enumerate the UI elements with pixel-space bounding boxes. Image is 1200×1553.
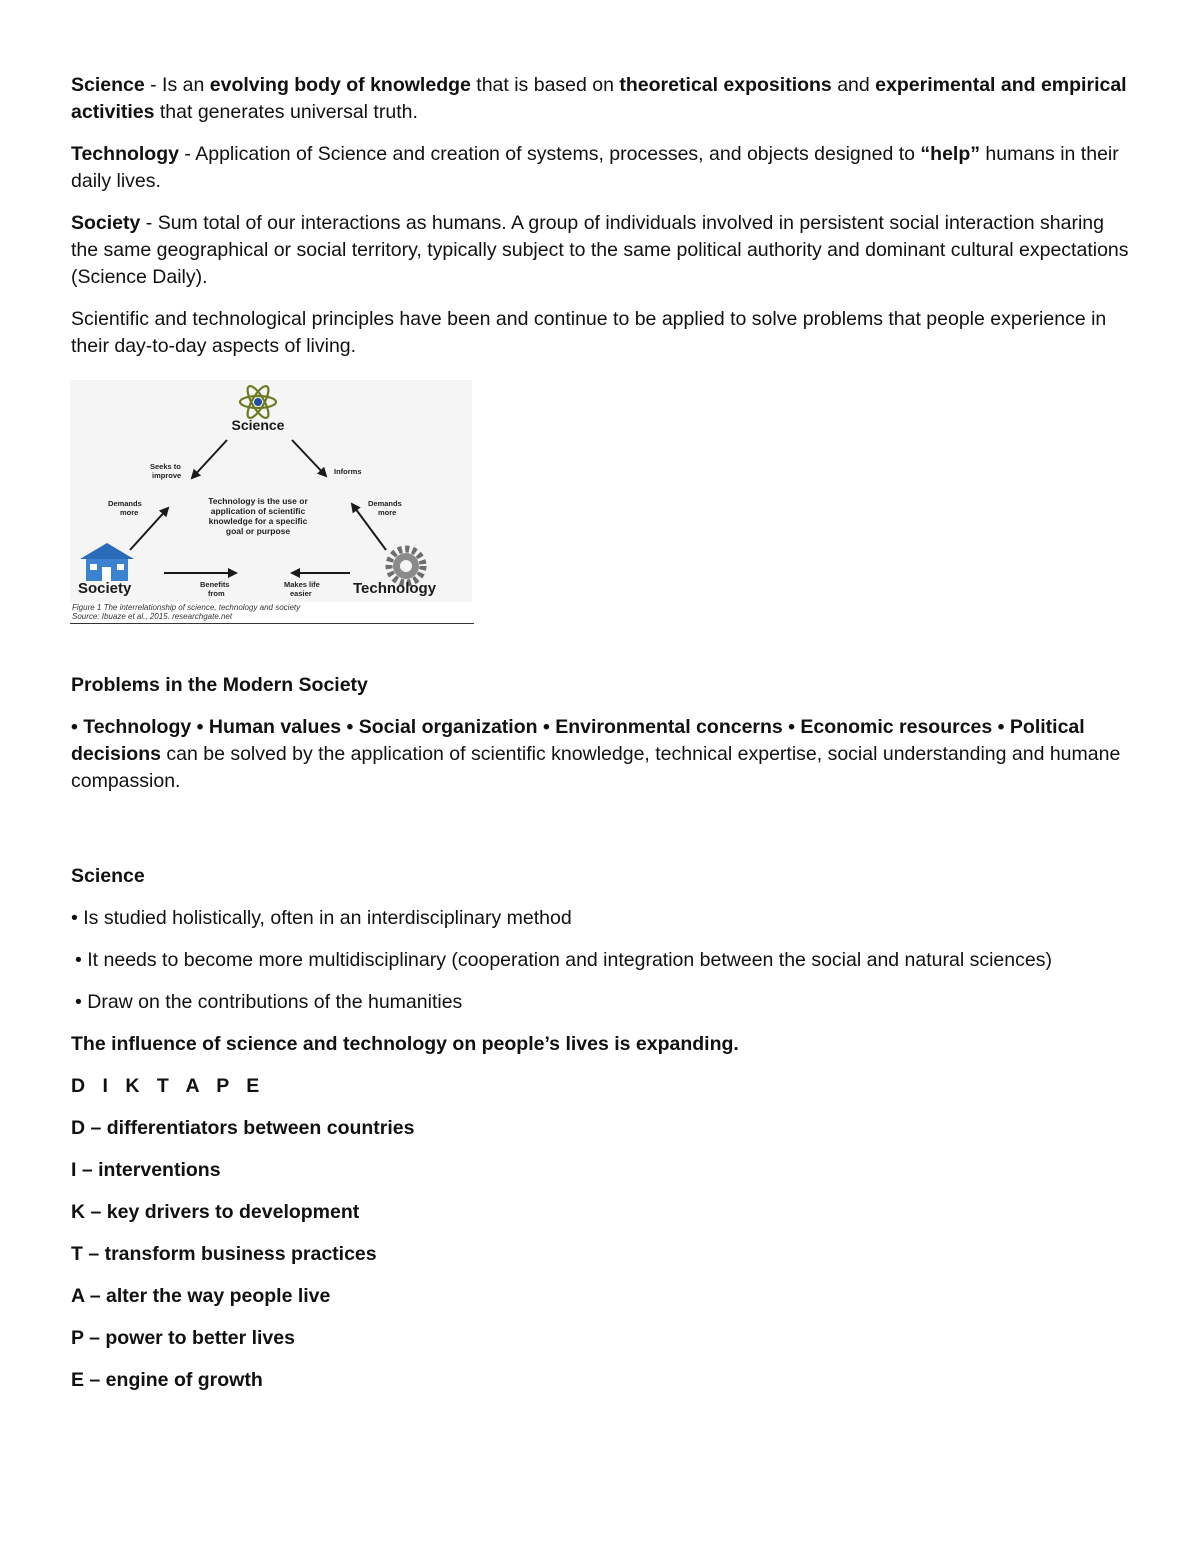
benefits-label-2: from bbox=[208, 589, 225, 598]
center-text-4: goal or purpose bbox=[225, 526, 291, 536]
science-bullet-1: • Is studied holistically, often in an interdisciplinary method bbox=[71, 907, 572, 929]
sts-diagram bbox=[70, 380, 474, 626]
demands-left-label-2: more bbox=[120, 508, 139, 517]
center-text-2: application of scientific bbox=[210, 506, 306, 516]
problems-paragraph: • Technology • Human values • Social organization • Environmental concerns • Economic resources • Political decisions can be solved by the application of scientific knowledge, technical expertise, social understanding and humane compassion. bbox=[71, 716, 1121, 792]
demands-right-label-2: more bbox=[378, 508, 397, 517]
science-bullet-3: • Draw on the contributions of the humanities bbox=[75, 991, 463, 1013]
diktape-item-p: P – power to better lives bbox=[71, 1327, 295, 1349]
sts-diagram-figure bbox=[70, 380, 474, 626]
document-page bbox=[71, 72, 1131, 1409]
science-definition: Science - Is an evolving body of knowledge that is based on theoretical expositions and experimental and empirical activities that generates universal truth. bbox=[71, 74, 1127, 123]
society-definition: Society - Sum total of our interactions as humans. A group of individuals involved in persistent social interaction sharing the same geographical or social territory, typically subject to the same political authority and dominant cultural expectations (Science Daily). bbox=[71, 212, 1129, 288]
figure-caption-1: Figure 1 The interrelationship of science, technology and society bbox=[72, 603, 301, 612]
science-heading: Science bbox=[71, 865, 145, 887]
society-node-label: Society bbox=[78, 580, 132, 597]
seeks-label-2: improve bbox=[152, 471, 182, 480]
makes-life-label-2: easier bbox=[290, 589, 312, 598]
diktape-item-a: A – alter the way people live bbox=[71, 1285, 331, 1307]
influence-statement: The influence of science and technology on people’s lives is expanding. bbox=[71, 1033, 739, 1055]
demands-right-label-1: Demands bbox=[368, 499, 402, 508]
technology-definition: Technology - Application of Science and creation of systems, processes, and objects designed to “help” humans in their daily lives. bbox=[71, 143, 1119, 192]
center-text-3: knowledge for a specific bbox=[208, 516, 308, 526]
diktape-item-i: I – interventions bbox=[71, 1159, 221, 1181]
diktape-item-d: D – differentiators between countries bbox=[71, 1117, 415, 1139]
principles-paragraph: Scientific and technological principles have been and continue to be applied to solve problems that people experience in their day-to-day aspects of living. bbox=[71, 308, 1107, 357]
diktape-title: D I K T A P E bbox=[71, 1075, 266, 1097]
informs-label: Informs bbox=[334, 467, 362, 476]
diktape-item-k: K – key drivers to development bbox=[71, 1201, 360, 1223]
diktape-item-t: T – transform business practices bbox=[71, 1243, 377, 1265]
diktape-item-e: E – engine of growth bbox=[71, 1369, 263, 1391]
science-node-label: Science bbox=[231, 417, 285, 433]
problems-heading: Problems in the Modern Society bbox=[71, 674, 368, 696]
figure-caption-2: Source: Ibuaze et al., 2015. researchgate.net bbox=[72, 612, 233, 621]
technology-node-label: Technology bbox=[353, 580, 437, 597]
seeks-label-1: Seeks to bbox=[150, 462, 181, 471]
figure-underline bbox=[70, 623, 474, 624]
demands-left-label-1: Demands bbox=[108, 499, 142, 508]
science-bullet-2: • It needs to become more multidisciplinary (cooperation and integration between the social and natural sciences) bbox=[75, 949, 1052, 971]
makes-life-label-1: Makes life bbox=[284, 580, 320, 589]
benefits-label-1: Benefits bbox=[200, 580, 230, 589]
center-text-1: Technology is the use or bbox=[208, 496, 308, 506]
